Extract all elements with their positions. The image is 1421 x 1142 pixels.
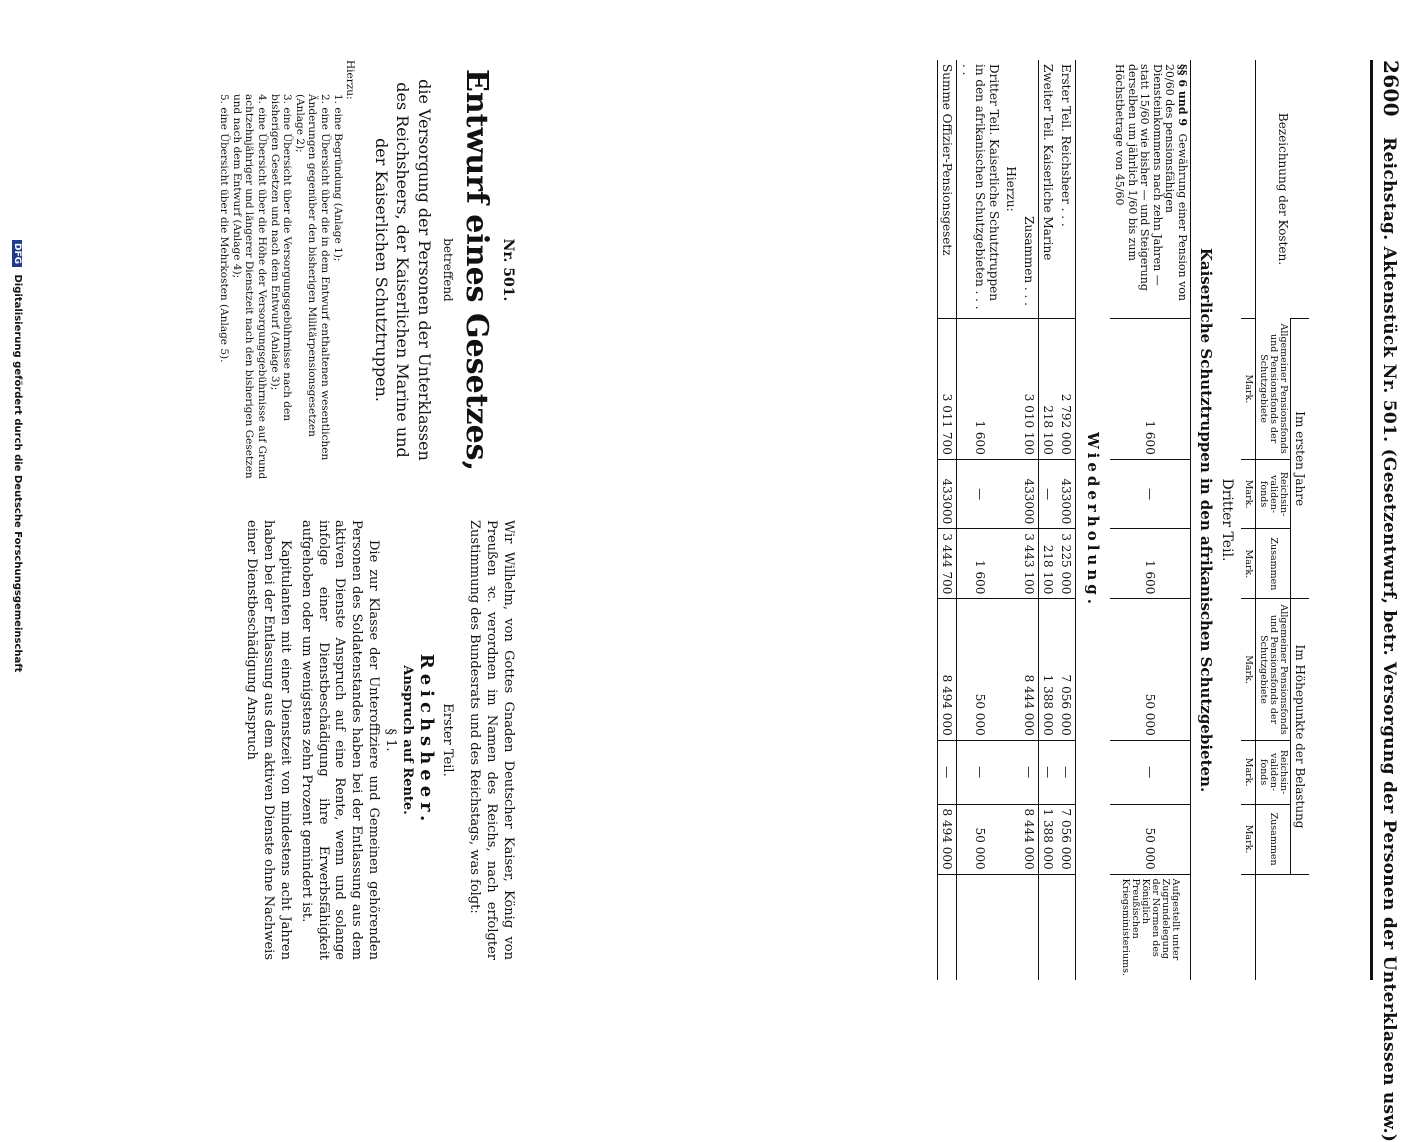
unit: Mark. — [1241, 319, 1255, 460]
recap-val: — — [1057, 740, 1076, 804]
unit: Mark. — [1241, 804, 1255, 874]
unit: Mark. — [1241, 529, 1255, 599]
part-title: Dritter Teil. — [1219, 478, 1236, 562]
sub-zus-1: Zusammen — [1256, 529, 1291, 599]
betreffend: betreffend — [441, 238, 455, 302]
left-column — [218, 60, 516, 480]
row-val-3: 1 600 — [1110, 529, 1190, 599]
dfg-badge: DFG — [12, 240, 22, 267]
row-val-4: 50 000 — [1110, 599, 1190, 740]
recap-label: Dritter Teil. Kaiserliche Schutztruppen in den afrikanischen Schutzgebieten . . . . . — [959, 64, 1002, 310]
recap-val: 3 011 700 — [937, 319, 956, 460]
sub-reichs-2: Reichsinvalidenfonds — [1256, 740, 1291, 804]
row-para: §§ 6 und 9 — [1176, 64, 1190, 126]
recap-val: 8 494 000 — [937, 599, 956, 740]
recap-label: Hierzu: — [1004, 166, 1019, 212]
recap-label: Erster Teil. Reichsheer . . . — [1059, 64, 1074, 227]
unit: Mark. — [1241, 459, 1255, 528]
recap-val: 1 600 — [956, 319, 1002, 460]
recap-val: 218 100 — [1039, 529, 1058, 599]
recap-val: 2 792 000 — [1057, 319, 1076, 460]
doc-subject: die Versorgung der Personen der Unterklassen des Reichsheers, der Kaiserlichen Marine und der Kaiserlichen Schutztruppen. — [371, 79, 434, 461]
recap-val: 8 444 000 — [1020, 804, 1039, 874]
recap-label: Zusammen . . . — [1022, 216, 1037, 306]
table-row — [1002, 60, 1020, 980]
subheading: Anspruch auf Rente. — [400, 665, 416, 815]
row-val-2: — — [1110, 459, 1190, 528]
table-row — [1039, 60, 1058, 980]
body-text-2: Kapitulanten mit einer Dienstzeit von mindestens acht Jahren haben bei der Entlassung aus dem aktiven Dienste ohne Nachweis einer Dienstbeschädigung Anspruch — [244, 520, 293, 960]
recap-val: — — [1039, 740, 1058, 804]
col-label: Bezeichnung der Kosten. — [1256, 60, 1309, 319]
sub-allg-2: Allgemeiner Pensionsfonds und Pensionsfonds der Schutzgebiete — [1256, 599, 1291, 740]
unit: Mark. — [1241, 599, 1255, 740]
header-rule — [1370, 60, 1373, 980]
recap-val: — — [956, 740, 1002, 804]
recap-val: 8 494 000 — [937, 804, 956, 874]
recap-val: — — [1039, 459, 1058, 528]
table-row — [1020, 60, 1039, 980]
doc-title: Entwurf eines Gesetzes, — [459, 68, 494, 472]
sub-zus-2: Zusammen — [1256, 804, 1291, 874]
recap-val: 1 600 — [956, 529, 1002, 599]
table-row — [937, 60, 956, 980]
annex-list — [218, 60, 357, 480]
right-column — [238, 520, 516, 960]
body-text-1: Die zur Klasse der Unteroffiziere und Gemeinen gehörenden Personen des Soldatenstandes haben bei der Entlassung aus dem aktiven Dienste Anspruch auf eine Rente, wenn und solange infolge einer Dienstbeschädigung ihre Erwerbsfähigkeit aufgehoben oder um wenigstens zehn Prozent gemindert ist. — [298, 520, 382, 960]
recap-val: — — [956, 459, 1002, 528]
hierzu: Hierzu: — [344, 60, 357, 100]
recap-val: — — [1020, 740, 1039, 804]
row-val-1: 1 600 — [1110, 319, 1190, 460]
recap-val: 3 010 100 — [1020, 319, 1039, 460]
recap-val: 218 100 — [1039, 319, 1058, 460]
recap-val: 7 056 000 — [1057, 804, 1076, 874]
footer — [12, 240, 23, 672]
header-title: Reichstag. Aktenstück Nr. 501. (Gesetzentwurf, betr. Versorgung der Personen der Unterklassen usw.) — [1379, 137, 1399, 1142]
paragraph-number: § 1. — [383, 728, 399, 752]
row-desc: Gewährung einer Pension von 20/60 des pensionsfähigen Diensteinkommens nach zehn Jahren — statt 15/60 wie bisher — und Steigerung derselben um jährlich 1/60 bis zum Höchstbetrage von 45/60 — [1112, 64, 1190, 301]
list-item: 5. eine Übersicht über die Mehrkosten (Anlage 5). — [218, 94, 231, 363]
page-header — [1379, 60, 1403, 1142]
recap-label: Zweiter Teil. Kaiserliche Marine — [1041, 64, 1056, 261]
sub-reichs-1: Reichsinvalidenfonds — [1256, 459, 1291, 528]
cost-table — [937, 60, 1309, 980]
recap-val: 3 225 000 — [1057, 529, 1076, 599]
recap-val: 3 443 100 — [1020, 529, 1039, 599]
recap-val: — — [937, 740, 956, 804]
recap-val: 1 388 000 — [1039, 804, 1058, 874]
section-heading: Reichsheer. — [416, 653, 438, 827]
list-item: 4. eine Übersicht über die Höhe der Versorgungsgebührnisse auf Grund achtzehnjähriger und längerer Dienstzeit nach den bisherigen Gesetzen und nach dem Entwurf (Anlage 4); — [230, 94, 269, 480]
recap-val: 50 000 — [956, 599, 1002, 740]
list-item: 3. eine Übersicht über die Versorgungsgebührnisse nach den bisherigen Gesetzen und nach dem Entwurf (Anlage 3); — [268, 94, 294, 421]
doc-number: Nr. 501. — [500, 238, 516, 302]
list-item: 2. eine Übersicht über die in dem Entwurf enthaltenen wesentlichen Änderungen gegenüber den bisherigen Militärpensionsgesetzen (Anlage 2); — [293, 94, 332, 461]
preamble: Wir Wilhelm, von Gottes Gnaden Deutscher Kaiser, König von Preußen ꝛc. verordnen im Namen des Reichs, nach erfolgter Zustimmung des Bundesrats und des Reichstags, was folgt: — [467, 520, 516, 960]
footer-text: Digitalisierung gefördert durch die Deutsche Forschungsgemeinschaft — [12, 274, 23, 673]
table-row — [1057, 60, 1076, 980]
row-val-5: — — [1110, 740, 1190, 804]
recap-val: 50 000 — [956, 804, 1002, 874]
sub-allg-1: Allgemeiner Pensionsfonds und Pensionsfonds der Schutzgebiete — [1256, 319, 1291, 460]
row-val-6: 50 000 — [1110, 804, 1190, 874]
row-description — [1110, 60, 1190, 319]
recap-val: 1 388 000 — [1039, 599, 1058, 740]
recap-val: 8 444 000 — [1020, 599, 1039, 740]
recap-val: 3 444 700 — [937, 529, 956, 599]
recap-val: 433000 — [937, 459, 956, 528]
group-peak: Im Höhepunkte der Belastung — [1291, 599, 1310, 874]
unit: Mark. — [1241, 740, 1255, 804]
recap-val: 433000 — [1020, 459, 1039, 528]
recap-val: 7 056 000 — [1057, 599, 1076, 740]
recap-title: Wiederholung. — [1084, 432, 1103, 608]
part-heading: Erster Teil. — [440, 703, 456, 777]
table-row — [956, 60, 1002, 980]
recap-label: Summe Offizier-Pensionsgesetz — [939, 64, 954, 256]
row-note: Aufgestellt unter Zugrundelegung der Normen des Königlich Preußischen Kriegsministeriums. — [1110, 874, 1190, 980]
recap-val: 433000 — [1057, 459, 1076, 528]
list-item: 1. eine Begründung (Anlage 1); — [331, 94, 344, 262]
group-first-year: Im ersten Jahre — [1291, 319, 1310, 599]
section-title: Kaiserliche Schutztruppen in den afrikanischen Schutzgebieten. — [1197, 247, 1216, 793]
page-number: 2600 — [1379, 60, 1403, 117]
